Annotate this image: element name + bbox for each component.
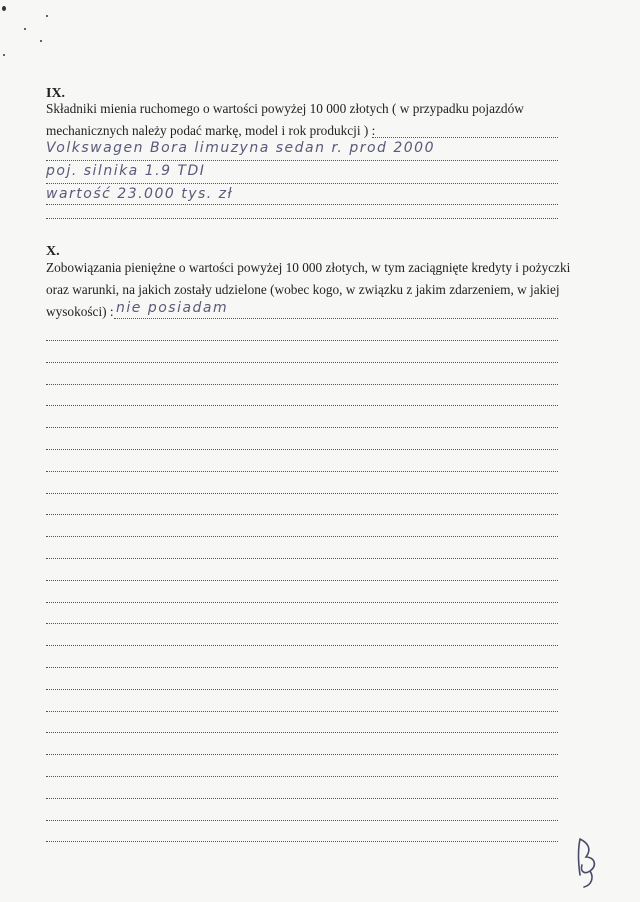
fill-line xyxy=(372,137,558,138)
section-x-text-line1: Zobowiązania pieniężne o wartości powyżej 10 000 złotych, w tym zaciągnięte kredyty i pożyczki xyxy=(46,260,571,275)
fill-line xyxy=(114,318,558,319)
fill-line xyxy=(46,405,558,406)
section-x-number: X. xyxy=(46,244,60,259)
fill-line xyxy=(46,384,558,385)
fill-line xyxy=(46,623,558,624)
fill-line xyxy=(46,689,558,690)
fill-line xyxy=(46,427,558,428)
fill-line xyxy=(46,204,558,205)
fill-line xyxy=(46,645,558,646)
fill-line xyxy=(46,183,558,184)
fill-line xyxy=(46,754,558,755)
fill-line xyxy=(46,558,558,559)
fill-line xyxy=(46,820,558,821)
fill-line xyxy=(46,602,558,603)
section-x-answer: nie posiadam xyxy=(116,300,229,316)
fill-line xyxy=(46,340,558,341)
section-ix-text-line1: Składniki mienia ruchomego o wartości powyżej 10 000 złotych ( w przypadku pojazdów xyxy=(46,101,524,116)
section-ix-answer-line3: wartość 23.000 tys. zł xyxy=(46,186,234,202)
fill-line xyxy=(46,362,558,363)
section-ix-number: IX. xyxy=(46,86,66,101)
fill-line xyxy=(46,514,558,515)
section-ix-answer-line1: Volkswagen Bora limuzyna sedan r. prod 2000 xyxy=(46,140,435,156)
fill-line xyxy=(46,732,558,733)
fill-line xyxy=(46,218,558,219)
fill-line xyxy=(46,711,558,712)
fill-line xyxy=(46,580,558,581)
fill-line xyxy=(46,667,558,668)
fill-line xyxy=(46,449,558,450)
signature-icon xyxy=(572,835,606,889)
fill-line xyxy=(46,536,558,537)
fill-line xyxy=(46,471,558,472)
section-x-text-line2: oraz warunki, na jakich zostały udzielone (wobec kogo, w związku z jakim zdarzeniem, w jakiej xyxy=(46,282,560,297)
section-x-text-line3: wysokości) : xyxy=(46,304,114,319)
fill-line xyxy=(46,160,558,161)
section-ix-text-line2: mechanicznych należy podać markę, model i rok produkcji ) : xyxy=(46,123,376,138)
fill-line xyxy=(46,493,558,494)
fill-line xyxy=(46,841,558,842)
section-ix-answer-line2: poj. silnika 1.9 TDI xyxy=(46,163,206,179)
fill-line xyxy=(46,798,558,799)
fill-line xyxy=(46,776,558,777)
